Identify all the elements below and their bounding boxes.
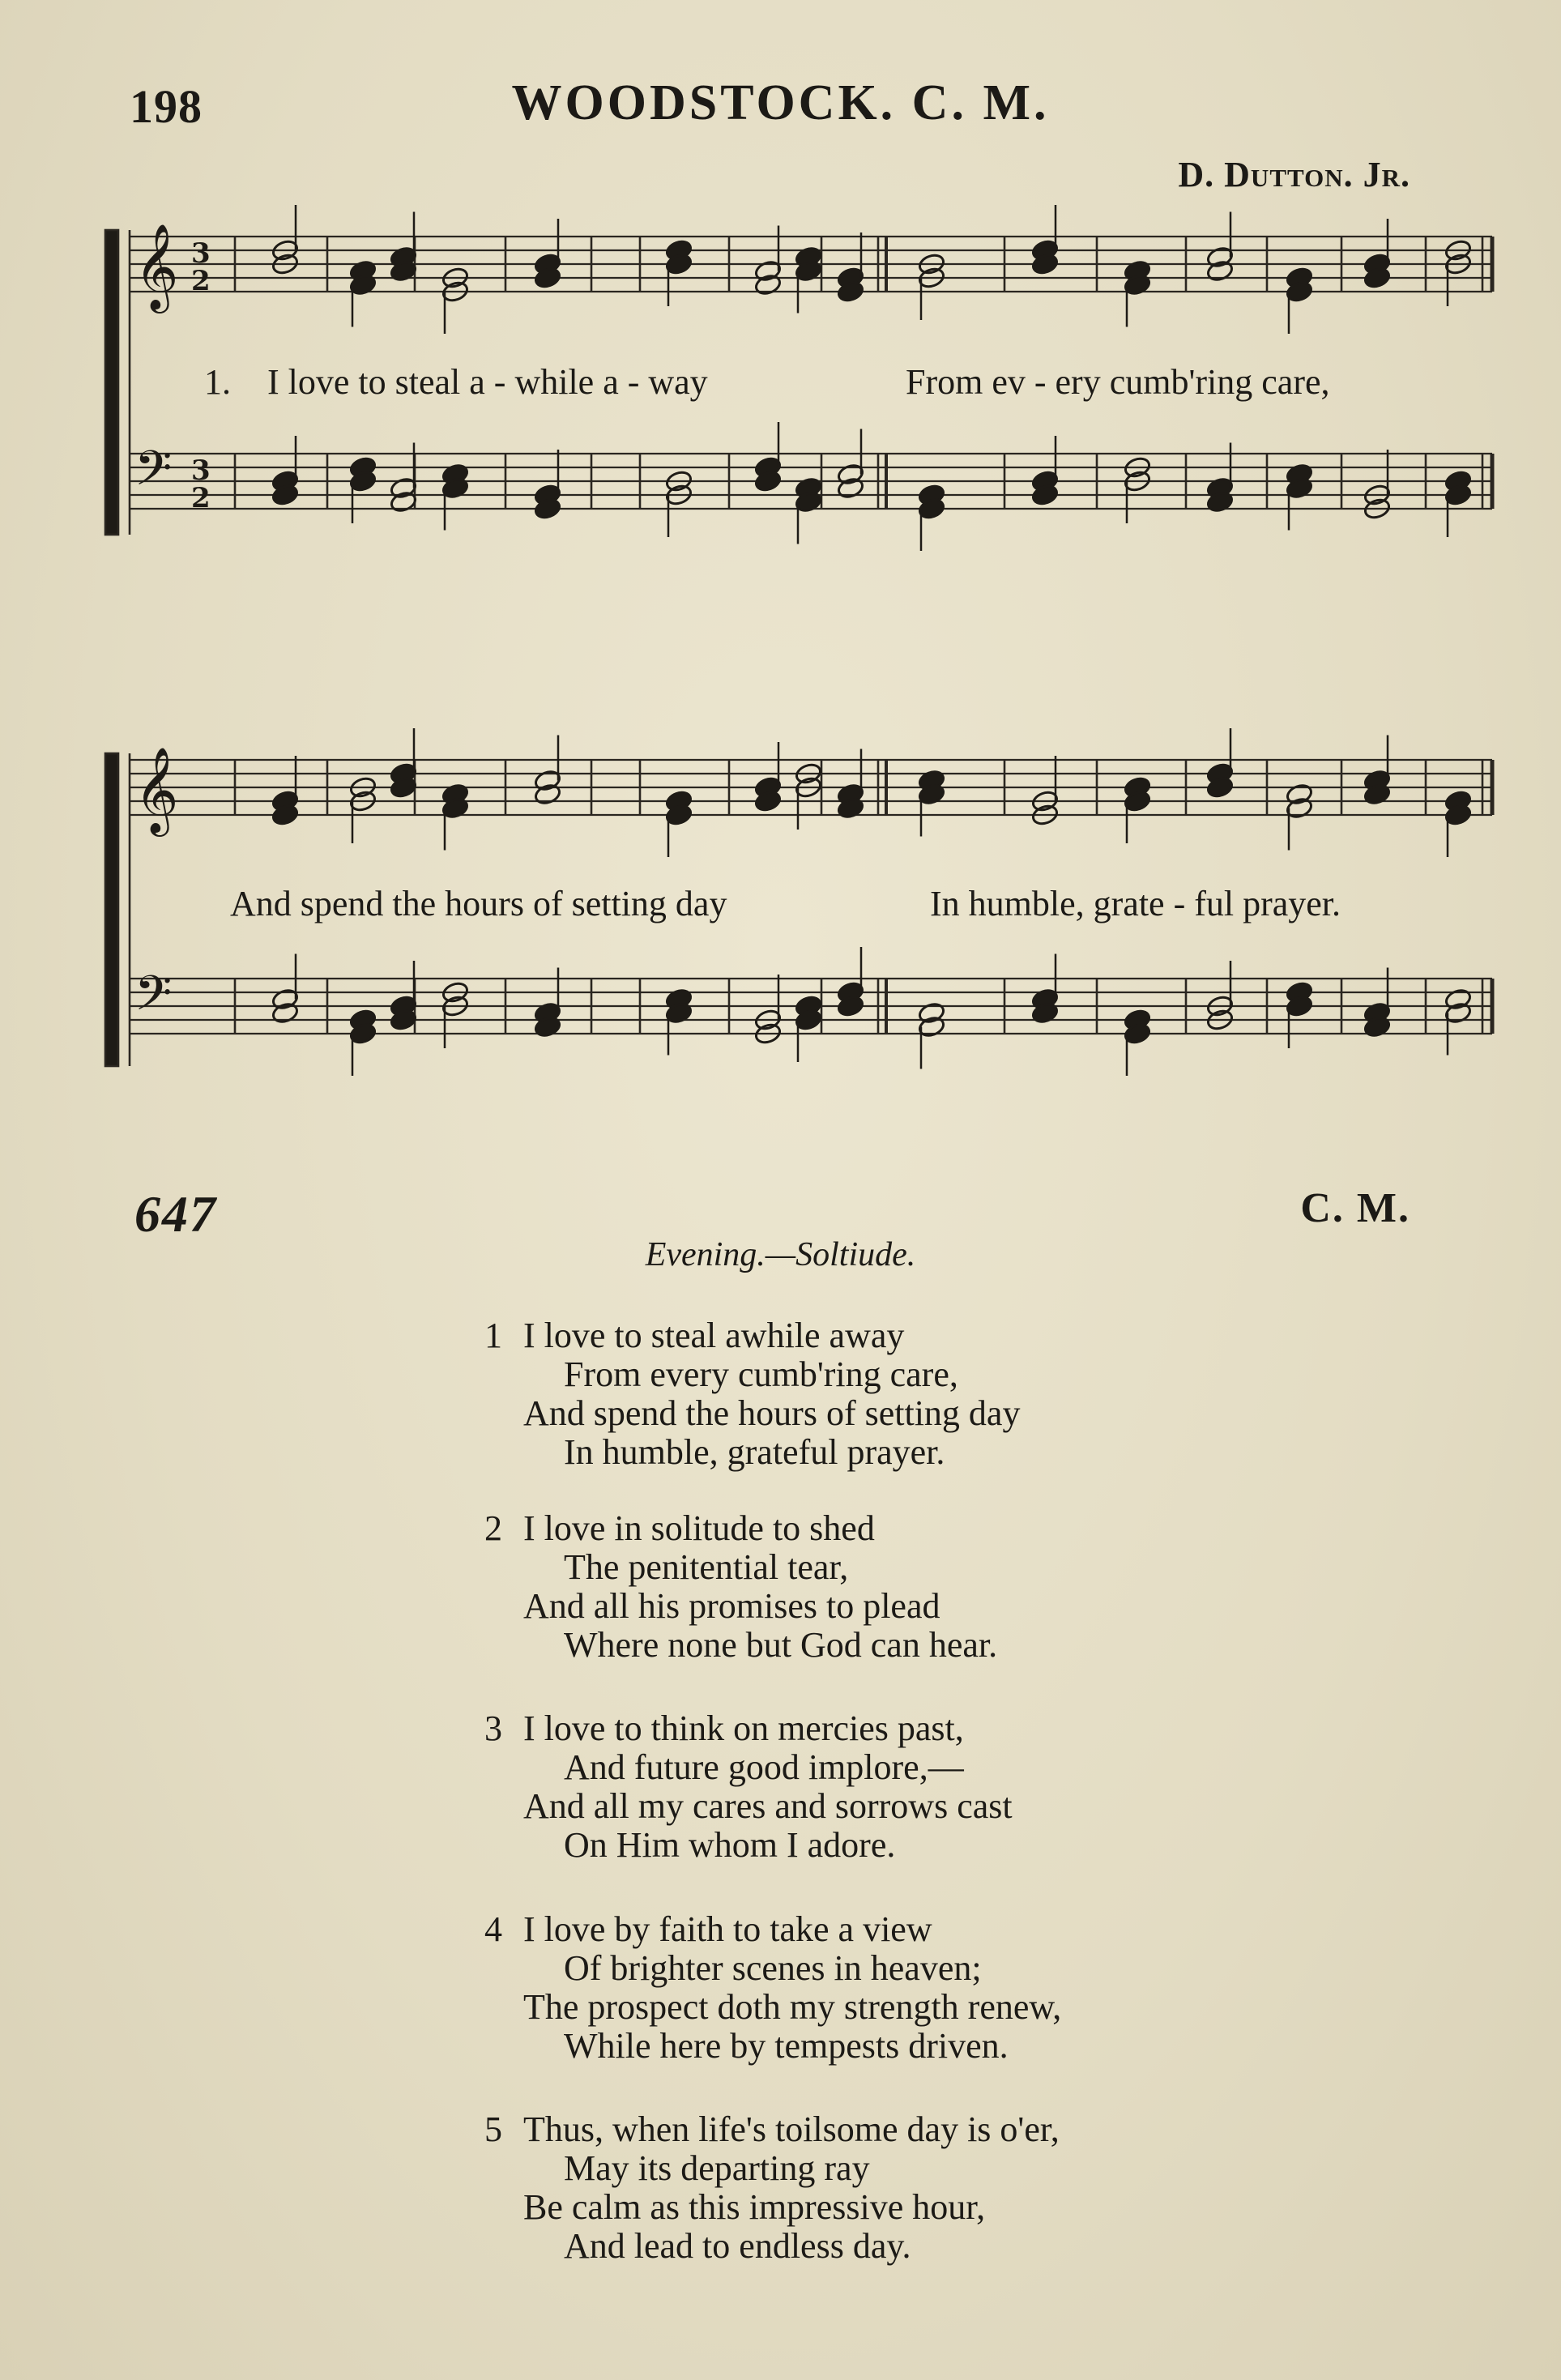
verse-text: From every cumb'ring care, <box>564 1354 958 1394</box>
verse-text: May its departing ray <box>564 2148 870 2188</box>
lyric-verse-number: 1. <box>204 362 231 402</box>
verse-text: The prospect doth my strength renew, <box>523 1987 1062 2027</box>
verse-text: And all his promises to plead <box>523 1586 940 1626</box>
time-signature: 3 <box>191 237 211 270</box>
verse-line <box>564 2027 1009 2066</box>
verse-line <box>484 2109 1060 2149</box>
verse-line <box>564 1949 982 1988</box>
lyric-line: In humble, grate - ful prayer. <box>930 884 1341 923</box>
verse-text: In humble, grateful prayer. <box>564 1432 945 1472</box>
verse-line <box>523 2188 985 2227</box>
verse-text: And spend the hours of setting day <box>523 1393 1021 1433</box>
lyric-line: From ev - ery cumb'ring care, <box>906 362 1330 402</box>
music-score <box>0 0 1561 1118</box>
verse-line <box>484 1909 932 1949</box>
verse-line <box>523 1587 940 1626</box>
bass-clef-icon: 𝄢 <box>134 965 173 1033</box>
verse-text: Thus, when life's toilsome day is o'er, <box>523 2109 1060 2149</box>
verse-text: And all my cares and sorrows cast <box>523 1786 1013 1826</box>
time-signature: 3 <box>191 454 211 487</box>
system-bracket <box>105 230 118 535</box>
hymn-subtitle: Evening.—Soltiude. <box>645 1236 916 1273</box>
verse-text: While here by tempests driven. <box>564 2026 1009 2066</box>
verse-text: And future good implore,— <box>564 1747 964 1787</box>
verse-text: Where none but God can hear. <box>564 1625 998 1665</box>
system-bracket <box>105 753 118 1066</box>
verse-line <box>484 1316 905 1355</box>
stanza-number: 1 <box>484 1316 502 1355</box>
hymn-number: 647 <box>134 1185 217 1243</box>
verse-line <box>564 2149 870 2188</box>
verse-line <box>564 1355 958 1394</box>
treble-clef-icon: 𝄞 <box>134 746 179 833</box>
verse-line <box>523 1394 1020 1433</box>
tune-title: WOODSTOCK. C. M. <box>511 75 1050 130</box>
stanza-number: 2 <box>484 1508 502 1548</box>
verse-line <box>523 1988 1061 2027</box>
verse-text: And lead to endless day. <box>564 2226 911 2266</box>
verse-line <box>564 1626 997 1665</box>
verse-line <box>564 2227 911 2266</box>
treble-clef-icon: 𝄞 <box>134 223 179 309</box>
stanza-number: 4 <box>484 1909 502 1949</box>
lyric-line: I love to steal a - while a - way <box>267 362 708 402</box>
verse-text: The penitential tear, <box>564 1547 849 1587</box>
time-signature: 2 <box>191 265 211 297</box>
verse-line <box>564 1826 895 1865</box>
verse-line <box>564 1433 945 1472</box>
verse-line <box>484 1508 875 1548</box>
verse-text: On Him whom I adore. <box>564 1825 896 1865</box>
verse-line <box>484 1708 964 1748</box>
verse-text: I love to think on mercies past, <box>523 1708 964 1748</box>
hymn-meter: C. M. <box>1300 1185 1410 1231</box>
verse-text: Be calm as this impressive hour, <box>523 2187 986 2227</box>
time-signature: 2 <box>191 482 211 514</box>
page-number: 198 <box>130 80 203 133</box>
stanza-number: 3 <box>484 1708 502 1748</box>
verse-text: I love by faith to take a view <box>523 1909 932 1949</box>
lyric-line: And spend the hours of setting day <box>230 884 727 923</box>
verse-line <box>523 1787 1013 1826</box>
verse-line <box>564 1548 848 1587</box>
verse-text: I love in solitude to shed <box>523 1508 875 1548</box>
verse-text: Of brighter scenes in heaven; <box>564 1948 982 1988</box>
stanza-number: 5 <box>484 2109 502 2149</box>
composer-credit: D. Dutton. Jr. <box>1178 155 1410 194</box>
verse-line <box>564 1748 964 1787</box>
bass-clef-icon: 𝄢 <box>134 440 173 508</box>
verse-text: I love to steal awhile away <box>523 1316 905 1355</box>
